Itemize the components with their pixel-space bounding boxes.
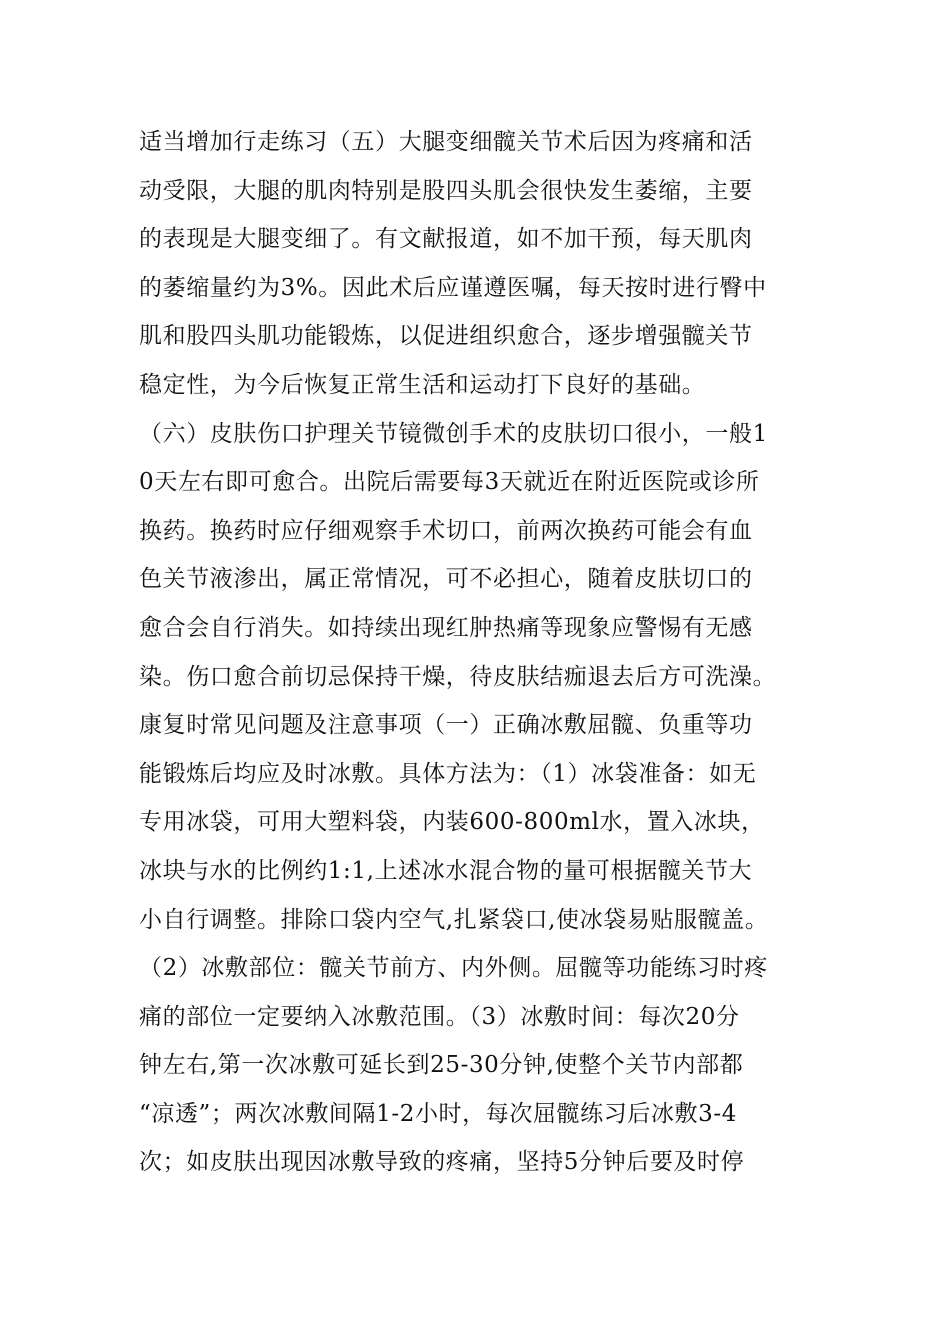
text-line: 适当增加行走练习（五）大腿变细髋关节术后因为疼痛和活 (139, 129, 753, 155)
text-line: 小自行调整。排除口袋内空气,扎紧袋口,使冰袋易贴服髋盖。 (139, 906, 769, 933)
text-line: 色关节液渗出，属正常情况，可不必担心，随着皮肤切口的 (139, 566, 753, 593)
text-line: 肌和股四头肌功能锻炼，以促进组织愈合，逐步增强髋关节 (139, 323, 753, 350)
text-line: （六）皮肤伤口护理关节镜微创手术的皮肤切口很小，一般1 (139, 420, 768, 447)
text-line: 动受限，大腿的肌肉特别是股四头肌会很快发生萎缩，主要 (139, 177, 753, 204)
text-line: 康复时常见问题及注意事项（一）正确冰敷屈髋、负重等功 (139, 712, 753, 739)
text-line: 次；如皮肤出现因冰敷导致的疼痛，坚持5分钟后要及时停 (139, 1149, 745, 1176)
text-line: 痛的部位一定要纳入冰敷范围。（3）冰敷时间：每次20分 (139, 1003, 740, 1030)
text-line: 染。伤口愈合前切忌保持干燥，待皮肤结痂退去后方可洗澡。 (139, 663, 777, 690)
text-line: 冰块与水的比例约1:1,上述冰水混合物的量可根据髋关节大 (139, 857, 753, 884)
text-line: 钟左右,第一次冰敷可延长到25-30分钟,使整个关节内部都 (139, 1052, 744, 1079)
text-line: 稳定性，为今后恢复正常生活和运动打下良好的基础。 (139, 371, 706, 398)
text-line: 愈合会自行消失。如持续出现红肿热痛等现象应警惕有无感 (139, 614, 753, 641)
text-line: 能锻炼后均应及时冰敷。具体方法为：（1）冰袋准备：如无 (139, 760, 757, 787)
text-line: （2）冰敷部位：髋关节前方、内外侧。屈髋等功能练习时疼 (139, 955, 768, 982)
text-line: 0天左右即可愈合。出院后需要每3天就近在附近医院或诊所 (139, 469, 760, 496)
text-line: 的萎缩量约为3%。因此术后应谨遵医嘱，每天按时进行臀中 (139, 274, 767, 301)
body-text (139, 118, 839, 1187)
text-line: 专用冰袋，可用大塑料袋，内装600-800ml水，置入冰块， (139, 809, 765, 836)
text-line: 换药。换药时应仔细观察手术切口，前两次换药可能会有血 (139, 517, 753, 544)
text-line: 的表现是大腿变细了。有文献报道，如不加干预，每天肌肉 (139, 226, 753, 253)
text-line: “凉透”；两次冰敷间隔1-2小时，每次屈髋练习后冰敷3-4 (139, 1100, 737, 1127)
